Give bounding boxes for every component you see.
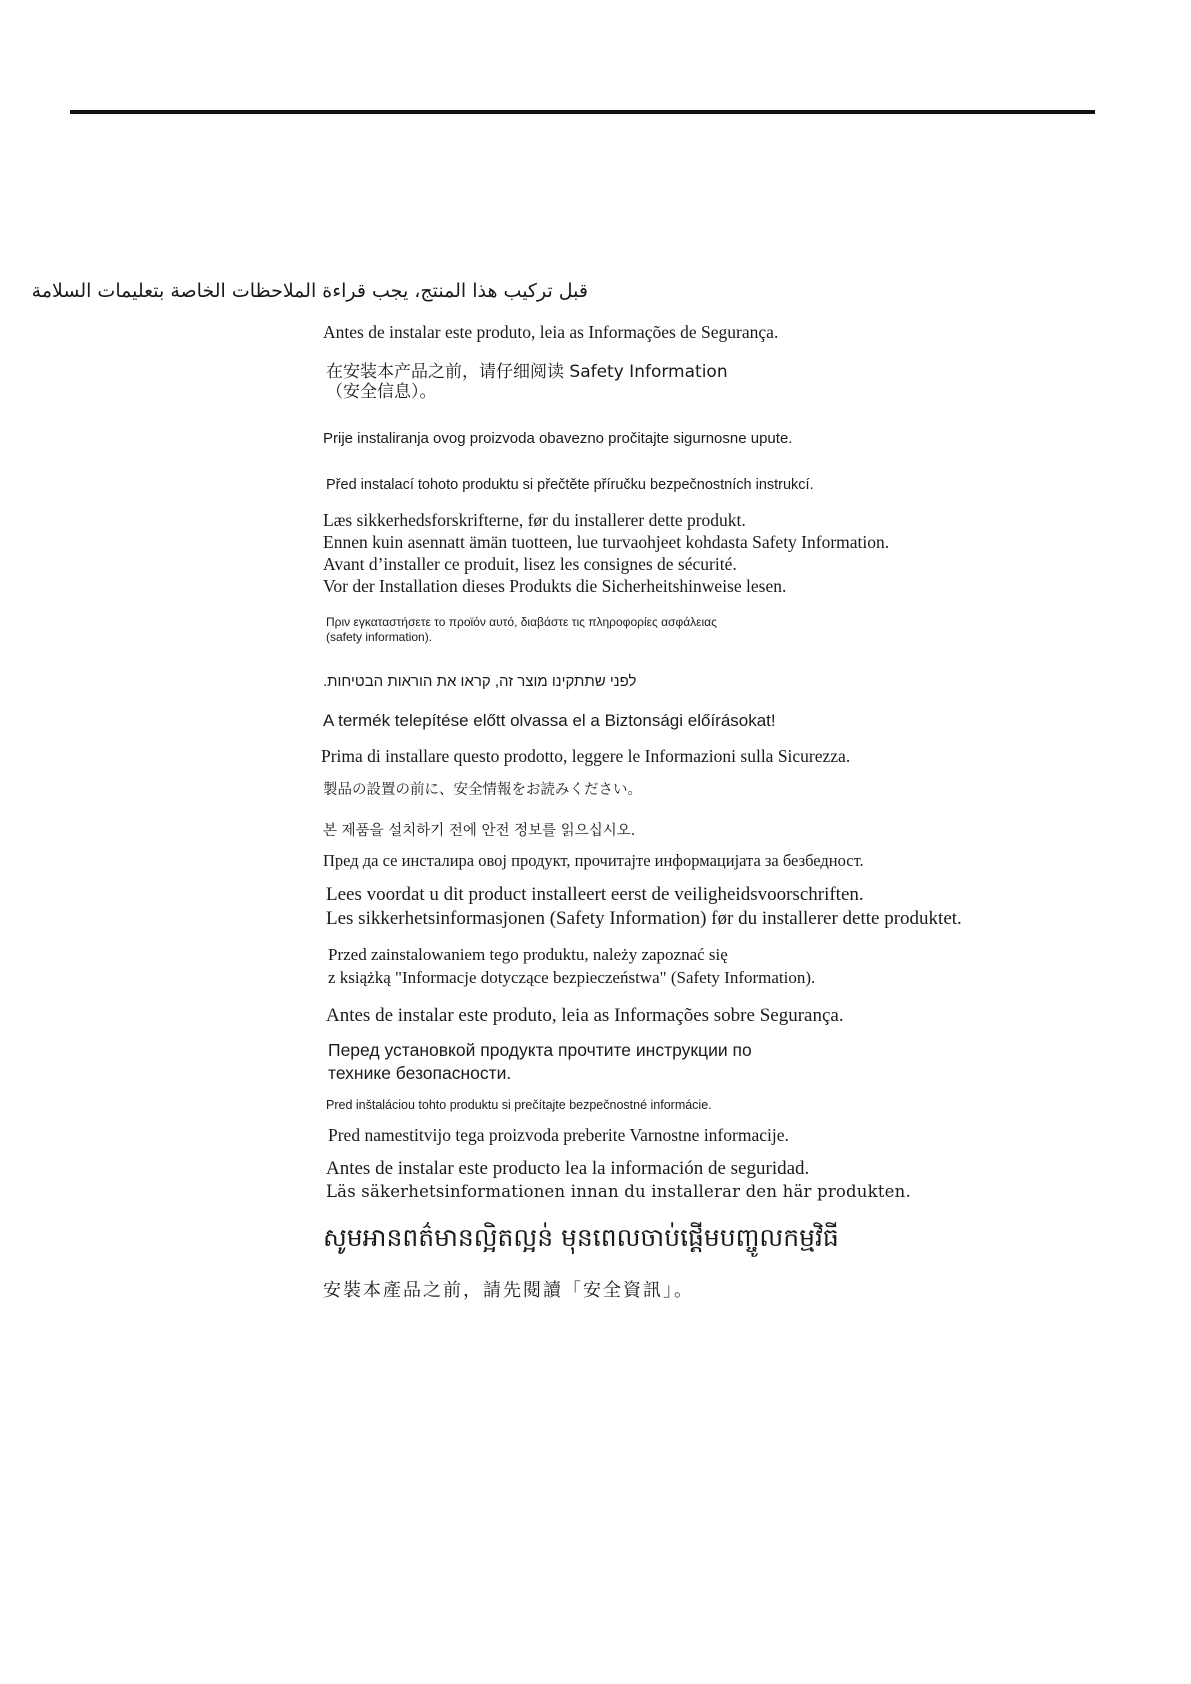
safety-notice-arabic: قبل تركيب هذا المنتج، يجب قراءة الملاحظات الخاصة بتعليمات السلامة: [31, 280, 588, 302]
safety-notice-macedonian: Пред да се инсталира овој продукт, прочитајте информацијата за безбедност.: [323, 851, 864, 870]
safety-notice-czech: Před instalací tohoto produktu si přečtěte příručku bezpečnostních instrukcí.: [326, 477, 814, 493]
safety-notice-chinese-simplified-line2: （安全信息）。: [326, 382, 437, 402]
safety-notice-polish-line2: z książką "Informacje dotyczące bezpieczeństwa" (Safety Information).: [328, 968, 816, 987]
safety-notice-japanese: 製品の設置の前に、安全情報をお読みください。: [323, 782, 642, 798]
safety-notice-polish-line1: Przed zainstalowaniem tego produktu, należy zapoznać się: [328, 945, 728, 964]
safety-notice-spanish: Antes de instalar este producto lea la información de seguridad.: [326, 1158, 810, 1179]
safety-notice-norwegian: Les sikkerhetsinformasjonen (Safety Information) før du installerer dette produktet.: [326, 908, 962, 929]
safety-notice-danish: Læs sikkerhedsforskrifterne, før du installerer dette produkt.: [323, 510, 746, 530]
safety-notice-dutch: Lees voordat u dit product installeert eerst de veiligheidsvoorschriften.: [326, 884, 864, 905]
safety-notice-greek-line1: Πριν εγκαταστήσετε το προϊόν αυτό, διαβάστε τις πληροφορίες ασφάλειας: [326, 615, 717, 629]
safety-notice-chinese-traditional: 安裝本產品之前，請先閱讀「安全資訊」。: [323, 1280, 694, 1301]
safety-notice-portuguese-br: Antes de instalar este produto, leia as Informações de Segurança.: [323, 322, 779, 342]
safety-notice-french: Avant d’installer ce produit, lisez les consignes de sécurité.: [323, 554, 737, 574]
safety-notice-slovenian: Pred namestitvijo tega proizvoda preberite Varnostne informacije.: [328, 1125, 789, 1145]
safety-notice-finnish: Ennen kuin asennatt ämän tuotteen, lue turvaohjeet kohdasta Safety Information.: [323, 532, 890, 552]
safety-notice-croatian: Prije instaliranja ovog proizvoda obavezno pročitajte sigurnosne upute.: [323, 430, 793, 447]
safety-notice-russian-line1: Перед установкой продукта прочтите инструкции по: [328, 1040, 752, 1060]
safety-notice-russian-line2: технике безопасности.: [328, 1063, 512, 1083]
safety-notice-portuguese-pt: Antes de instalar este produto, leia as Informações sobre Segurança.: [326, 1005, 844, 1026]
safety-notice-greek-line2: (safety information).: [326, 630, 433, 644]
safety-notice-italian: Prima di installare questo prodotto, leggere le Informazioni sulla Sicurezza.: [321, 746, 851, 766]
safety-notice-chinese-simplified-line1: 在安装本产品之前，请仔细阅读 Safety Information: [326, 362, 728, 382]
safety-notice-hungarian: A termék telepítése előtt olvassa el a Biztonsági előírásokat!: [323, 711, 776, 730]
header-rule: [70, 110, 1095, 114]
safety-notice-khmer: សូមអានពត៌មានល្អិតល្អន់ មុនពេលចាប់ផ្តើមបញ្ចូលកម្មវិធី: [323, 1223, 839, 1252]
safety-notice-swedish: Läs säkerhetsinformationen innan du installerar den här produkten.: [326, 1182, 911, 1201]
safety-notice-korean: 본 제품을 설치하기 전에 안전 정보를 읽으십시오.: [323, 823, 636, 839]
safety-notice-german: Vor der Installation dieses Produkts die Sicherheitshinweise lesen.: [323, 576, 787, 596]
safety-notice-hebrew: לפני שתתקינו מוצר זה, קראו את הוראות הבטיחות.: [323, 673, 637, 690]
safety-notice-slovak: Pred inštaláciou tohto produktu si prečítajte bezpečnostné informácie.: [326, 1098, 712, 1112]
